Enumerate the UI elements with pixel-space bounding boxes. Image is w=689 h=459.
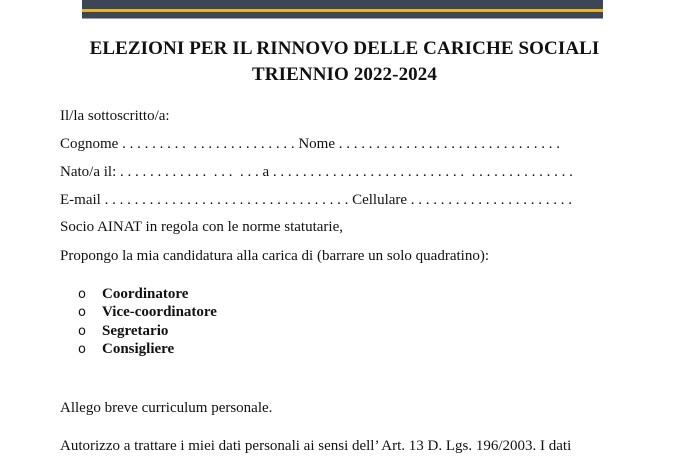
birth-field[interactable]: Nato/a il: . . . . . . . . . . . . . . . . . . a . . . . . . . . . . . . . . . . . . . . . . . . . . . . . . . . . . . . . . . . — [60, 164, 573, 180]
candidacy-statement: Propongo la mia candidatura alla carica di (barrare un solo quadratino): — [60, 248, 489, 264]
privacy-statement: Autorizzo a trattare i miei dati personali ai sensi dell’ Art. 13 D. Lgs. 196/2003. I dati — [60, 438, 572, 454]
option-coordinatore[interactable] — [78, 285, 217, 304]
intro-text: Il/la sottoscritto/a: — [60, 108, 170, 124]
candidacy-options — [78, 285, 217, 359]
cv-statement: Allego breve curriculum personale. — [60, 400, 273, 416]
checkbox-circle-icon[interactable]: o — [78, 286, 86, 302]
surname-name-field[interactable]: Cognome . . . . . . . . . . . . . . . . . . . . . . . Nome . . . . . . . . . . . . . . . . . . . . . . . . . . . . . . — [60, 136, 560, 152]
option-segretario[interactable] — [78, 322, 217, 341]
option-vice-coordinatore[interactable] — [78, 304, 217, 323]
page-subtitle: TRIENNIO 2022-2024 — [252, 64, 437, 85]
member-statement: Socio AINAT in regola con le norme statutarie, — [60, 219, 343, 235]
header-band-rule — [82, 18, 603, 19]
email-phone-field[interactable]: E-mail . . . . . . . . . . . . . . . . . . . . . . . . . . . . . . . . . Cellulare . . . . . . . . . . . . . . . . . . . . . . — [60, 192, 573, 208]
option-label: Consigliere — [102, 341, 175, 358]
option-label: Vice-coordinatore — [102, 304, 217, 321]
checkbox-circle-icon[interactable]: o — [78, 305, 86, 321]
checkbox-circle-icon[interactable]: o — [78, 323, 86, 339]
option-label: Segretario — [102, 322, 169, 339]
option-label: Coordinatore — [102, 285, 189, 302]
option-consigliere[interactable] — [78, 341, 217, 360]
page-title: ELEZIONI PER IL RINNOVO DELLE CARICHE SOCIALI — [89, 38, 600, 59]
header-band-dark — [82, 0, 603, 9]
checkbox-circle-icon[interactable]: o — [78, 342, 86, 358]
